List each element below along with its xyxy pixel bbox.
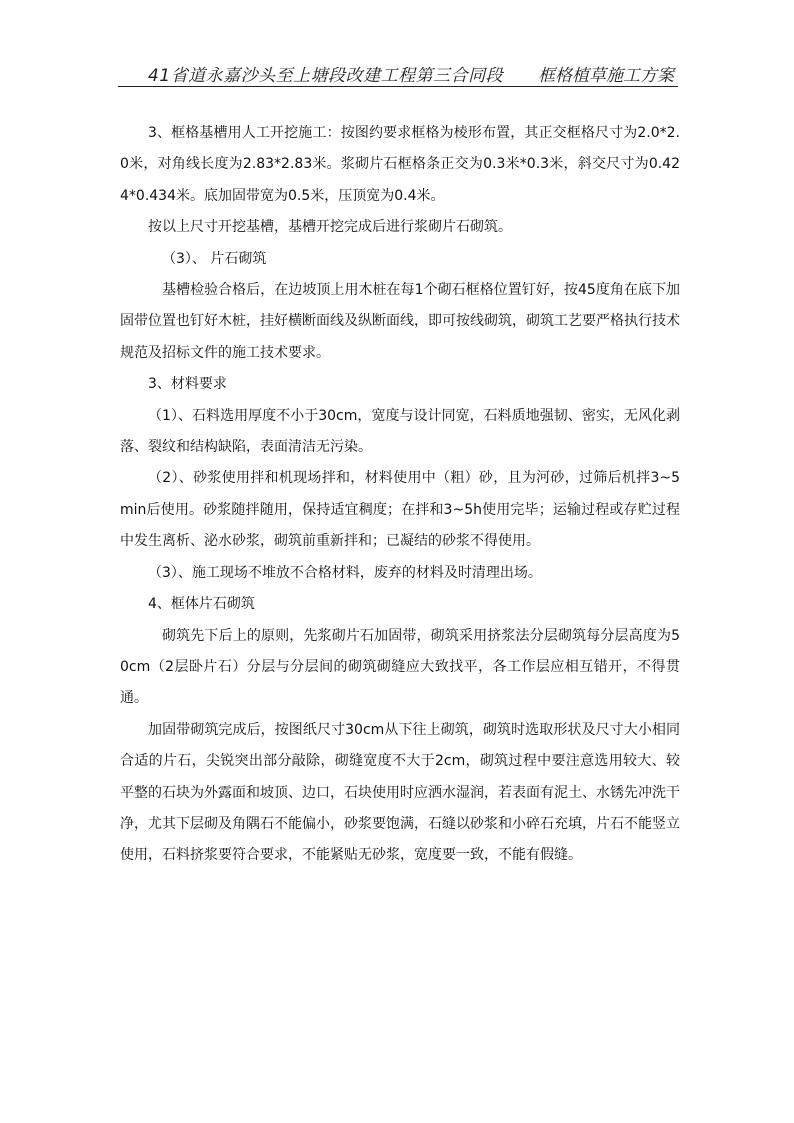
document-body <box>120 118 680 872</box>
paragraph-material-mortar: （2）、砂浆使用拌和机现场拌和，材料使用中（粗）砂，且为河砂，过筛后机拌3~5min后使用。砂浆随拌随用，保持适宜稠度；在拌和3~5h使用完毕；运输过程或存贮过程中发生离析、泌水砂浆，砌筑前重新拌和；已凝结的砂浆不得使用。 <box>120 470 680 550</box>
page-header <box>118 58 678 87</box>
heading-material-requirements: 3、材料要求 <box>148 376 227 393</box>
heading-frame-masonry: 4、框体片石砌筑 <box>148 596 255 613</box>
header-document-title: 框格植草施工方案 <box>538 66 674 86</box>
paragraph-frame-masonry-principle: 砌筑先下后上的原则，先浆砌片石加固带，砌筑采用挤浆法分层砌筑每分层高度为50cm（2层卧片石）分层与分层间的砌筑砌缝应大致找平，各工作层应相互错开，不得贯通。 <box>120 627 680 707</box>
paragraph-stone-masonry: 基槽检验合格后，在边坡顶上用木桩在每1个砌石框格位置钉好，按45度角在底下加固带位置也钉好木桩，挂好横断面线及纵断面线，即可按线砌筑，砌筑工艺要严格执行技术规范及招标文件的施工技术要求。 <box>120 282 680 361</box>
paragraph-trench-excavation: 3、框格基槽用人工开挖施工：按图约要求框格为棱形布置，其正交框格尺寸为2.0*2.0米，对角线长度为2.83*2.83米。浆砌片石框格条正交为0.3米*0.3米，斜交尺寸为0.424*0.434米。底加固带宽为0.5米，压顶宽为0.4米。 <box>120 125 680 204</box>
paragraph-material-stone: （1）、石料选用厚度不小于30cm，宽度与设计同宽，石料质地强韧、密实，无风化剥落、裂纹和结构缺陷，表面清洁无污染。 <box>120 407 680 456</box>
header-project-title: 41省道永嘉沙头至上塘段改建工程第三合同段 <box>148 66 504 86</box>
paragraph-trench-followup: 按以上尺寸开挖基槽，基槽开挖完成后进行浆砌片石砌筑。 <box>148 219 512 236</box>
paragraph-material-site: （3）、施工现场不堆放不合格材料，废弃的材料及时清理出场。 <box>148 564 542 581</box>
heading-stone-masonry: （3）、 片石砌筑 <box>162 250 267 267</box>
paragraph-frame-masonry-details: 加固带砌筑完成后，按图纸尺寸30cm从下往上砌筑，砌筑时选取形状及尺寸大小相同合适的片石，尖锐突出部分敲除，砌缝宽度不大于2cm，砌筑过程中要注意选用较大、较平整的石块为外露面和坡顶、边口，石块使用时应洒水湿润，若表面有泥土、水锈先冲洗干净，尤其下层砌及角隅石不能偏小，砂浆要饱满，石缝以砂浆和小碎石充填，片石不能竖立使用，石料挤浆要符合要求，不能紧贴无砂浆，宽度要一致，不能有假缝。 <box>120 721 680 864</box>
